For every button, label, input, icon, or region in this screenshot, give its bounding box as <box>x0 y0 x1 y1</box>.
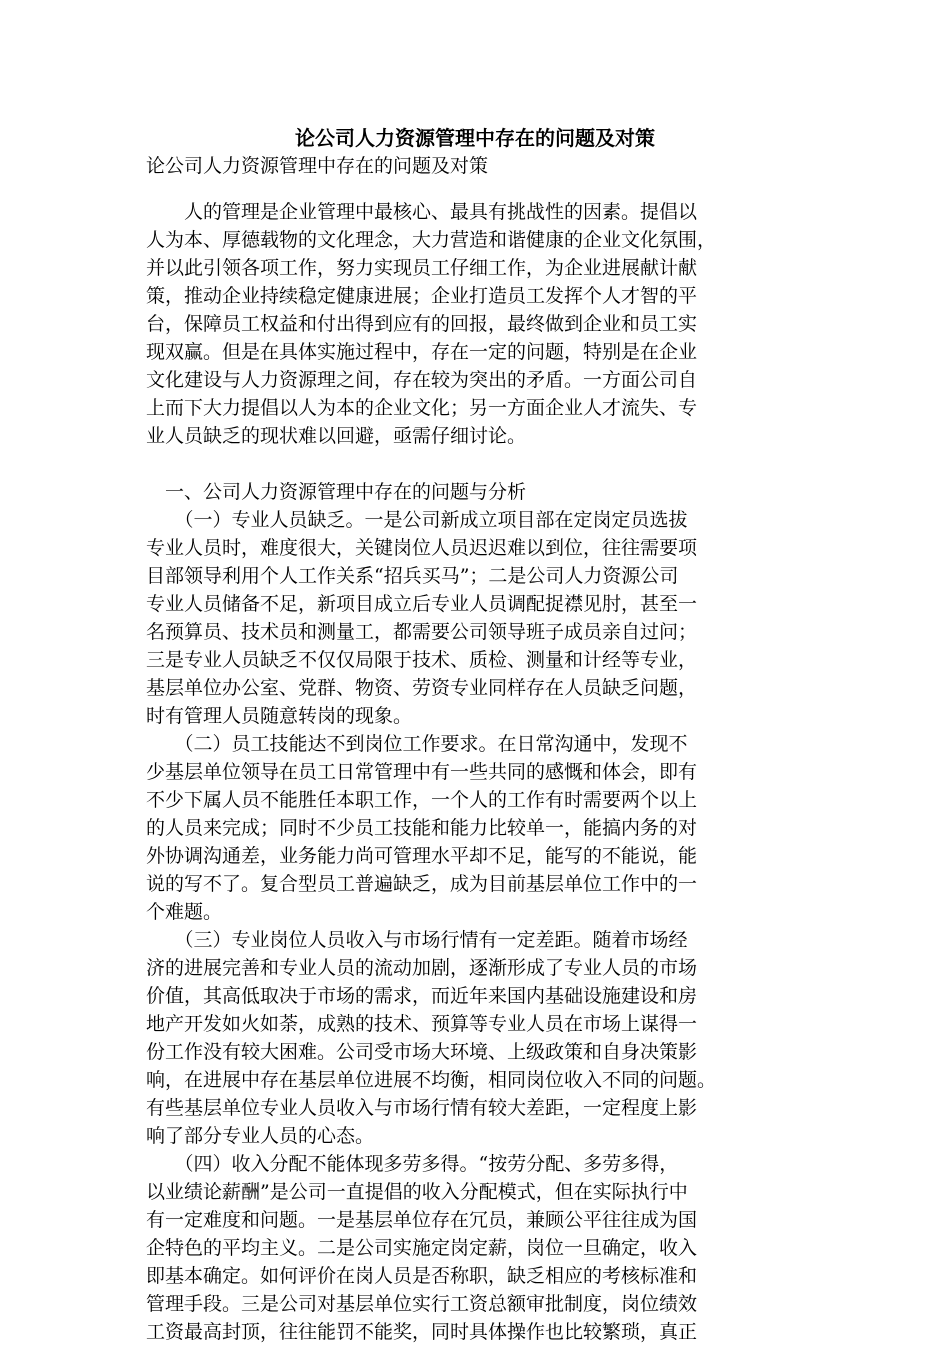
text-line: 工资最高封顶，往往能罚不能奖，同时具体操作也比较繁琐，真正 <box>146 1321 698 1343</box>
text-line: 人为本、厚德载物的文化理念，大力营造和谐健康的企业文化氛围， <box>146 229 717 251</box>
text-line: 响，在进展中存在基层单位进展不均衡，相同岗位收入不同的问题。 <box>146 1069 717 1091</box>
text-line: 时有管理人员随意转岗的现象。 <box>146 705 413 727</box>
document-subtitle: 论公司人力资源管理中存在的问题及对策 <box>146 155 489 177</box>
document-title: 论公司人力资源管理中存在的问题及对策 <box>295 126 655 150</box>
text-line: 响了部分专业人员的心态。 <box>146 1125 375 1147</box>
text-line: 基层单位办公室、党群、物资、劳资专业同样存在人员缺乏问题， <box>146 677 698 699</box>
text-line: （三）专业岗位人员收入与市场行情有一定差距。随着市场经 <box>146 929 688 951</box>
text-line: 的人员来完成；同时不少员工技能和能力比较单一，能搞内务的对 <box>146 817 698 839</box>
text-line: 策，推动企业持续稳定健康进展；企业打造员工发挥个人才智的平 <box>146 285 698 307</box>
text-line: 台，保障员工权益和付出得到应有的回报，最终做到企业和员工实 <box>146 313 698 335</box>
text-line: 地产开发如火如荼，成熟的技术、预算等专业人员在市场上谋得一 <box>146 1013 698 1035</box>
text-line: 专业人员储备不足，新项目成立后专业人员调配捉襟见肘，甚至一 <box>146 593 698 615</box>
text-line: 文化建设与人力资源理之间，存在较为突出的矛盾。一方面公司自 <box>146 369 698 391</box>
text-line: 即基本确定。如何评价在岗人员是否称职，缺乏相应的考核标准和 <box>146 1265 698 1287</box>
text-line: 外协调沟通差，业务能力尚可管理水平却不足，能写的不能说，能 <box>146 845 698 867</box>
text-line: 少基层单位领导在员工日常管理中有一些共同的感慨和体会，即有 <box>146 761 698 783</box>
text-line: 名预算员、技术员和测量工，都需要公司领导班子成员亲自过问； <box>146 621 698 643</box>
text-line: 份工作没有较大困难。公司受市场大环境、上级政策和自身决策影 <box>146 1041 698 1063</box>
text-line: 个难题。 <box>146 901 223 923</box>
text-line: 三是专业人员缺乏不仅仅局限于技术、质检、测量和计经等专业， <box>146 649 698 671</box>
text-line: 有一定难度和问题。一是基层单位存在冗员，兼顾公平往往成为国 <box>146 1209 698 1231</box>
text-line: （二）员工技能达不到岗位工作要求。在日常沟通中，发现不 <box>146 733 688 755</box>
text-line: 专业人员时，难度很大，关键岗位人员迟迟难以到位，往往需要项 <box>146 537 698 559</box>
text-line: 并以此引领各项工作，努力实现员工仔细工作，为企业进展献计献 <box>146 257 698 279</box>
text-line: 现双赢。但是在具体实施过程中，存在一定的问题，特别是在企业 <box>146 341 698 363</box>
text-line: 有些基层单位专业人员收入与市场行情有较大差距，一定程度上影 <box>146 1097 698 1119</box>
blank-line <box>146 450 806 478</box>
text-line: 一、公司人力资源管理中存在的问题与分析 <box>146 481 527 503</box>
text-line: 以业绩论薪酬”是公司一直提倡的收入分配模式，但在实际执行中 <box>146 1181 688 1203</box>
text-line: 人的管理是企业管理中最核心、最具有挑战性的因素。提倡以 <box>146 201 698 223</box>
text-line: 济的进展完善和专业人员的流动加剧，逐渐形成了专业人员的市场 <box>146 957 698 979</box>
text-line: 业人员缺乏的现状难以回避，亟需仔细讨论。 <box>146 425 527 447</box>
document-body <box>146 198 806 1346</box>
text-line: 不少下属人员不能胜任本职工作，一个人的工作有时需要两个以上 <box>146 789 698 811</box>
text-line: （四）收入分配不能体现多劳多得。“按劳分配、多劳多得， <box>146 1153 679 1175</box>
text-line: 管理手段。三是公司对基层单位实行工资总额审批制度，岗位绩效 <box>146 1293 698 1315</box>
text-line: 说的写不了。复合型员工普遍缺乏，成为目前基层单位工作中的一 <box>146 873 698 895</box>
text-line: 企特色的平均主义。二是公司实施定岗定薪，岗位一旦确定，收入 <box>146 1237 698 1259</box>
text-line: 上而下大力提倡以人为本的企业文化；另一方面企业人才流失、专 <box>146 397 698 419</box>
text-line: 目部领导利用个人工作关系“招兵买马”；二是公司人力资源公司 <box>146 565 679 587</box>
text-line: 价值，其高低取决于市场的需求，而近年来国内基础设施建设和房 <box>146 985 698 1007</box>
text-line: （一）专业人员缺乏。一是公司新成立项目部在定岗定员选拔 <box>146 509 688 531</box>
